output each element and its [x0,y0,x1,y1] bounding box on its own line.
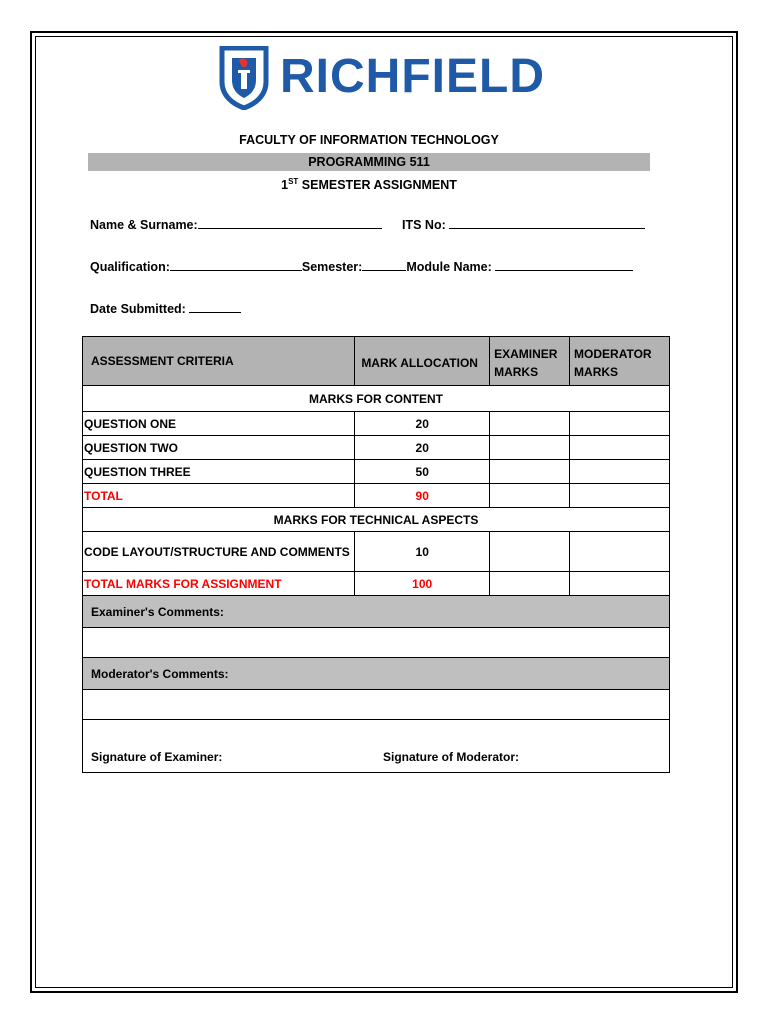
moderator-cell-grand-total[interactable] [570,572,670,596]
faculty-title: FACULTY OF INFORMATION TECHNOLOGY [239,133,499,147]
table-row [83,460,670,484]
header-moderator-marks: MODERATOR MARKS [570,337,670,386]
grand-total-marks: 100 [355,572,490,596]
examiner-cell-question-two[interactable] [490,436,570,460]
row-label-question-one: QUESTION ONE [83,412,355,436]
total-label: TOTAL [83,484,355,508]
moderator-cell-code-layout[interactable] [570,532,670,572]
qualification-label: Qualification: [90,260,170,274]
row-marks-question-three: 50 [355,460,490,484]
signature-cell[interactable] [83,720,670,773]
table-row [83,412,670,436]
table-header-row [83,337,670,386]
qualification-field[interactable] [90,258,633,274]
name-surname-label: Name & Surname: [90,218,198,232]
section-row-technical [83,508,670,532]
grand-total-row [83,572,670,596]
examiner-cell-code-layout[interactable] [490,532,570,572]
section-technical-label: MARKS FOR TECHNICAL ASPECTS [83,508,670,532]
examiner-comments-header-row [83,596,670,628]
section-content-label: MARKS FOR CONTENT [83,386,670,412]
name-surname-field[interactable] [90,216,382,232]
examiner-cell-question-three[interactable] [490,460,570,484]
examiner-cell-question-one[interactable] [490,412,570,436]
total-marks: 90 [355,484,490,508]
moderator-cell-question-two[interactable] [570,436,670,460]
module-title: PROGRAMMING 511 [88,153,650,171]
header-examiner-marks: EXAMINER MARKS [490,337,570,386]
section-row-content [83,386,670,412]
row-label-question-three: QUESTION THREE [83,460,355,484]
examiner-comments-row [83,628,670,658]
examiner-comments-label: Examiner's Comments: [83,596,670,628]
brand-name: RICHFIELD [280,50,545,103]
moderator-comments-label: Moderator's Comments: [83,658,670,690]
its-no-field[interactable] [402,216,645,232]
date-submitted-line[interactable] [189,300,241,313]
examiner-cell-grand-total[interactable] [490,572,570,596]
table-row [83,532,670,572]
its-no-label: ITS No: [402,218,446,232]
moderator-cell-total[interactable] [570,484,670,508]
moderator-cell-question-one[interactable] [570,412,670,436]
semester-ordinal: ST [288,177,299,186]
semester-label: Semester: [301,260,363,274]
row-marks-question-one: 20 [355,412,490,436]
examiner-comments-box[interactable] [83,628,670,658]
row-label-code-layout: CODE LAYOUT/STRUCTURE AND COMMENTS [83,532,355,572]
moderator-comments-header-row [83,658,670,690]
module-name-label: Module Name: [406,260,492,274]
signature-moderator-label: Signature of Moderator: [383,750,520,764]
name-surname-line[interactable] [198,216,382,229]
moderator-comments-row [83,690,670,720]
row-marks-code-layout: 10 [355,532,490,572]
row-label-question-two: QUESTION TWO [83,436,355,460]
semester-text: SEMESTER ASSIGNMENT [298,178,457,193]
moderator-cell-question-three[interactable] [570,460,670,484]
table-row [83,436,670,460]
row-marks-question-two: 20 [355,436,490,460]
examiner-cell-total[interactable] [490,484,570,508]
semester-number: 1 [281,178,289,193]
signature-examiner-label: Signature of Examiner: [91,750,223,764]
grand-total-label: TOTAL MARKS FOR ASSIGNMENT [83,572,355,596]
semester-title [88,177,650,192]
total-row [83,484,670,508]
date-submitted-label: Date Submitted: [90,302,186,316]
its-no-line[interactable] [449,216,645,229]
module-name-line[interactable] [495,258,633,271]
header-assessment-criteria: ASSESSMENT CRITERIA [83,337,355,386]
assessment-table [82,336,670,773]
moderator-comments-box[interactable] [83,690,670,720]
header-mark-allocation: MARK ALLOCATION [355,337,490,386]
signature-row [83,720,670,773]
semester-line[interactable] [362,258,406,271]
qualification-line[interactable] [170,258,302,271]
date-submitted-field[interactable] [90,300,241,316]
